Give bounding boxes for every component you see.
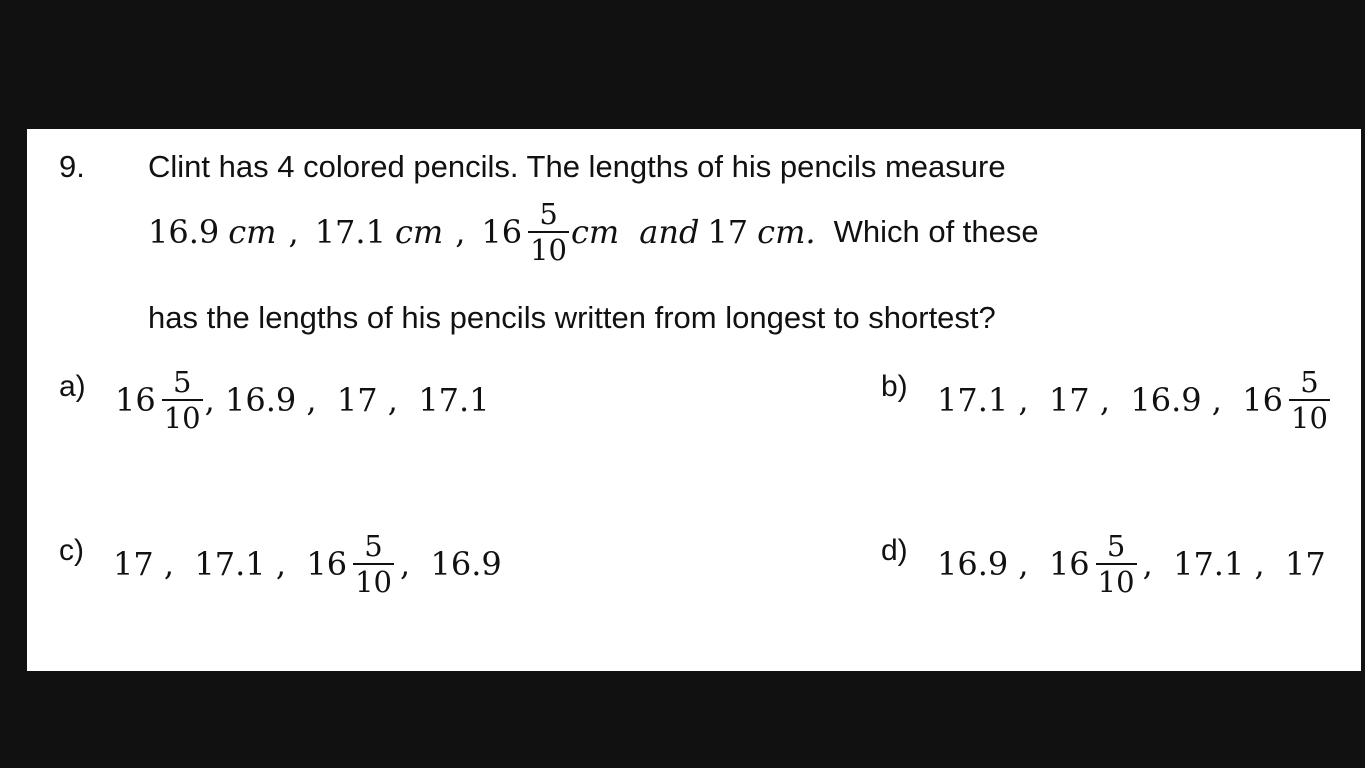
option-c-fraction [353, 531, 394, 598]
fraction-numerator: 5 [364, 529, 383, 563]
option-a-whole: 16 [115, 381, 156, 420]
fraction-denominator: 10 [1291, 401, 1328, 436]
option-c-answer[interactable] [113, 531, 502, 598]
length-1-unit: cm [228, 213, 277, 252]
option-d-label: d) [881, 534, 908, 567]
question-line-2 [148, 199, 1039, 266]
length-4-value: 17 [707, 213, 749, 252]
length-1-value: 16.9 [148, 213, 220, 252]
length-3-fraction [528, 199, 569, 266]
option-a-fraction [162, 367, 203, 434]
option-c-label: c) [59, 534, 84, 567]
fraction-denominator: 10 [530, 233, 567, 268]
fraction-denominator: 10 [355, 565, 392, 600]
fraction-numerator: 5 [1106, 529, 1126, 563]
option-d-answer[interactable] [937, 531, 1326, 598]
option-b-label: b) [881, 370, 908, 403]
fraction-denominator: 10 [163, 401, 201, 436]
option-d-values: 16.9 , 16 [937, 545, 1090, 584]
option-b-answer[interactable] [937, 367, 1336, 434]
question-line-1: Clint has 4 colored pencils. The lengths of his pencils measure [148, 149, 1006, 184]
option-a-answer[interactable] [115, 367, 490, 434]
option-b-fraction [1289, 367, 1330, 434]
separator: , [455, 213, 466, 252]
option-a-rest: , 16.9 , 17 , 17.1 [204, 381, 490, 420]
length-3-whole: 16 [481, 213, 523, 252]
question-line-2-tail: Which of these [833, 214, 1039, 250]
and-word: and [639, 213, 700, 252]
worksheet-page [27, 129, 1361, 671]
fraction-numerator: 5 [172, 365, 192, 399]
fraction-numerator: 5 [1300, 365, 1319, 399]
option-d-fraction [1096, 531, 1137, 598]
option-c-rest: , 16.9 [399, 545, 502, 584]
option-c-values: 17 , 17.1 , 16 [113, 545, 348, 584]
length-2-unit: cm [394, 213, 444, 252]
question-line-3: has the lengths of his pencils written from longest to shortest? [148, 300, 996, 335]
question-number: 9. [59, 149, 85, 184]
length-2-value: 17.1 [314, 213, 386, 252]
option-d-rest: , 17.1 , 17 [1142, 545, 1326, 584]
fraction-numerator: 5 [539, 197, 558, 231]
option-b-values: 17.1 , 17 , 16.9 , 16 [937, 381, 1283, 420]
length-3-unit: cm [571, 213, 620, 252]
separator: , [288, 213, 299, 252]
option-a-label: a) [59, 370, 86, 403]
length-4-unit: cm. [757, 213, 816, 252]
fraction-denominator: 10 [1097, 565, 1135, 600]
